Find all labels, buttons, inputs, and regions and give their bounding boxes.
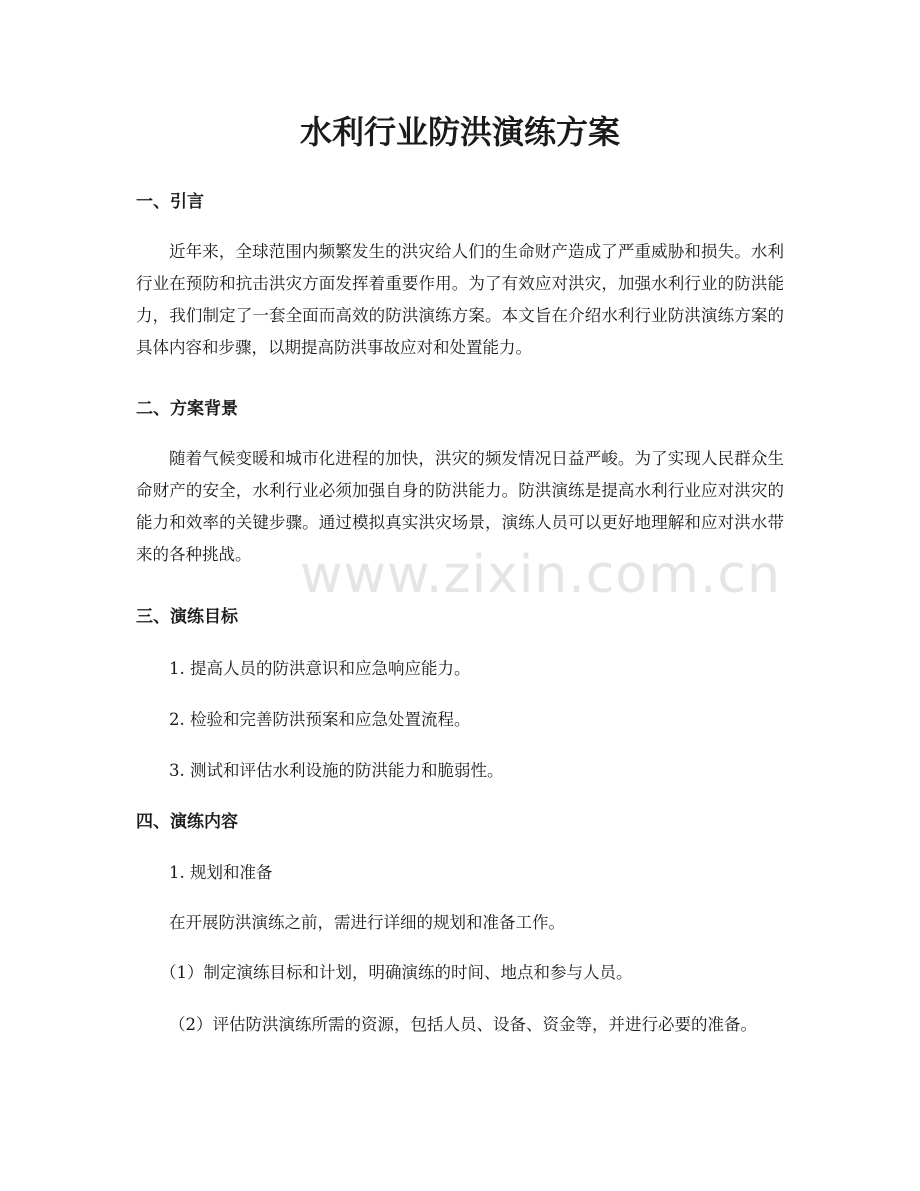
- section-heading-intro: 一、引言: [136, 192, 204, 212]
- content-step-2: （2）评估防洪演练所需的资源，包括人员、设备、资金等，并进行必要的准备。: [169, 1015, 757, 1034]
- content-subheading-1: 1. 规划和准备: [169, 863, 273, 882]
- section-heading-goals: 三、演练目标: [136, 607, 238, 627]
- goal-item-2: 2. 检验和完善防洪预案和应急处置流程。: [169, 710, 471, 729]
- watermark-text: www.zixin.com.cn: [300, 545, 781, 605]
- section-heading-background: 二、方案背景: [136, 399, 238, 419]
- content-sub1-text: 在开展防洪演练之前，需进行详细的规划和准备工作。: [169, 913, 565, 932]
- goal-item-1: 1. 提高人员的防洪意识和应急响应能力。: [169, 659, 471, 678]
- section-heading-content: 四、演练内容: [136, 812, 238, 832]
- intro-paragraph: 近年来，全球范围内频繁发生的洪灾给人们的生命财产造成了严重威胁和损失。水利行业在预防和抗击洪灾方面发挥着重要作用。为了有效应对洪灾，加强水利行业的防洪能力，我们制定了一套全面而高效的防洪演练方案。本文旨在介绍水利行业防洪演练方案的具体内容和步骤，以期提高防洪事故应对和处置能力。: [136, 242, 784, 357]
- document-title: 水利行业防洪演练方案: [299, 113, 620, 151]
- background-paragraph: 随着气候变暖和城市化进程的加快，洪灾的频发情况日益严峻。为了实现人民群众生命财产的安全，水利行业必须加强自身的防洪能力。防洪演练是提高水利行业应对洪灾的能力和效率的关键步骤。通过模拟真实洪灾场景，演练人员可以更好地理解和应对洪水带来的各种挑战。: [136, 449, 784, 564]
- content-step-1: （1）制定演练目标和计划，明确演练的时间、地点和参与人员。: [160, 963, 633, 982]
- goal-item-3: 3. 测试和评估水利设施的防洪能力和脆弱性。: [169, 761, 504, 780]
